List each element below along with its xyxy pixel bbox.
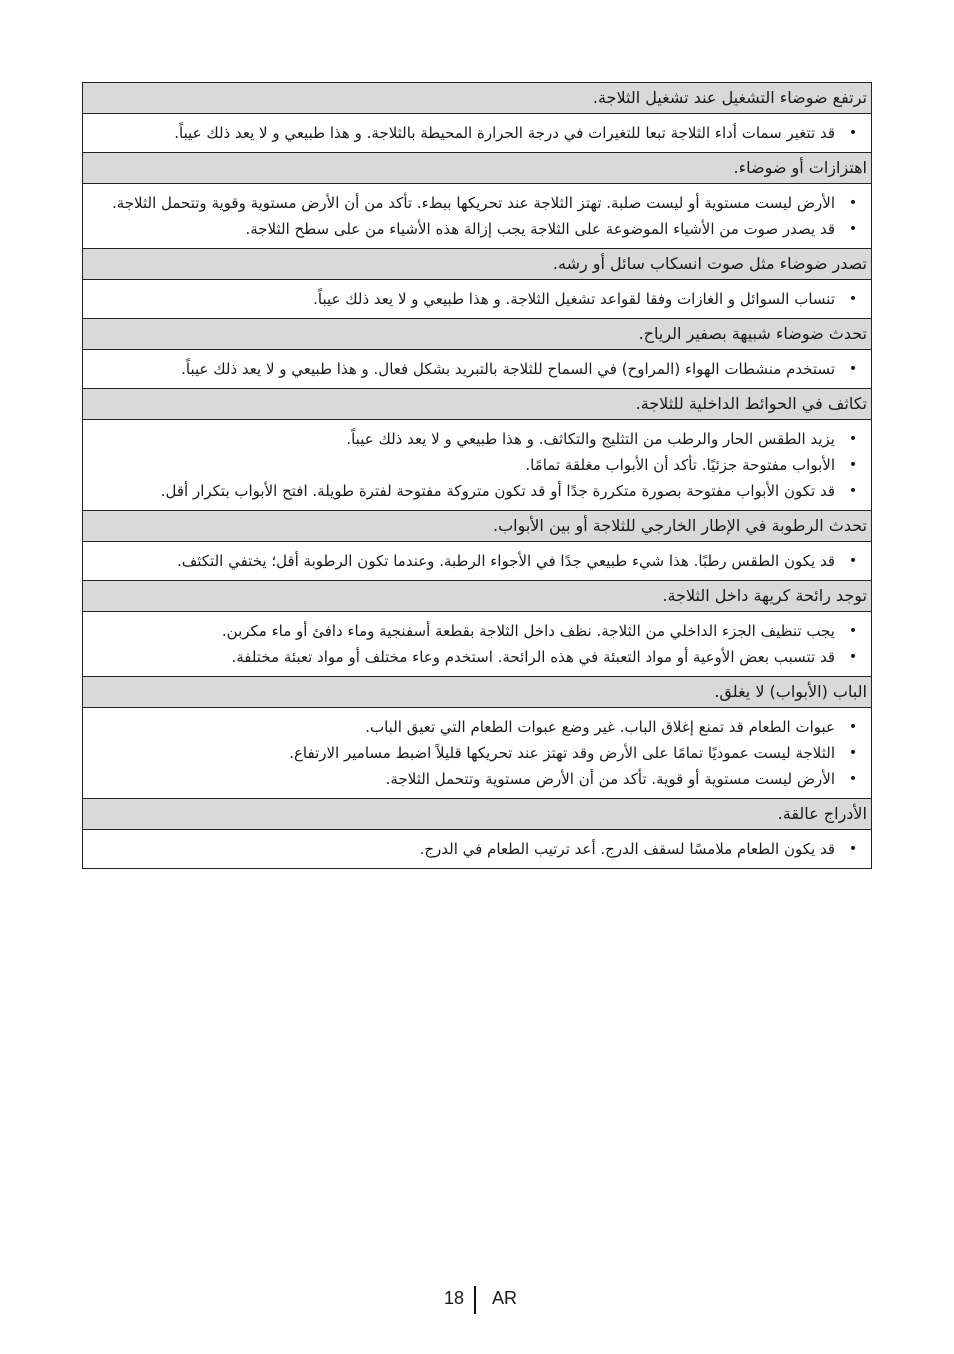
bullet-icon: •: [848, 431, 858, 447]
list-item: [83, 426, 871, 452]
bullet-icon: •: [848, 483, 858, 499]
bullet-icon: •: [848, 361, 858, 377]
list-item: [83, 120, 871, 146]
list-item-text: يجب تنظيف الجزء الداخلي من الثلاجة. نظف داخل الثلاجة بقطعة أسفنجية وماء دافئ أو ماء مكربن.: [221, 622, 835, 640]
list-item: [83, 216, 871, 242]
section-body: [83, 280, 871, 319]
list-item: [83, 478, 871, 504]
list-item-text: يزيد الطقس الحار والرطب من التثليج والتكاثف. و هذا طبيعي و لا يعد ذلك عيباً.: [346, 430, 835, 448]
list-item-text: قد تتسبب بعض الأوعية أو مواد التعبئة في هذه الرائحة. استخدم وعاء مختلف أو مواد تعبئة مختلفة.: [231, 648, 835, 666]
list-item-text: قد يصدر صوت من الأشياء الموضوعة على الثلاجة يجب إزالة هذه الأشياء من على سطح الثلاجة.: [245, 220, 835, 238]
list-item-text: قد تتغير سمات أداء الثلاجة تبعا للتغيرات في درجة الحرارة المحيطة بالثلاجة. و هذا طبيعي و لا يعد ذلك عيباً.: [174, 124, 835, 142]
list-item-text: تستخدم منشطات الهواء (المراوح) في السماح للثلاجة بالتبريد بشكل فعال. و هذا طبيعي و لا يعد ذلك عيباً.: [181, 360, 835, 378]
list-item: [83, 618, 871, 644]
section-body: [83, 830, 871, 869]
bullet-icon: •: [848, 771, 858, 787]
list-item: [83, 714, 871, 740]
section-heading: تكاثف في الحوائط الداخلية للثلاجة.: [83, 389, 871, 420]
list-item-text: الأرض ليست مستوية أو ليست صلبة. تهتز الثلاجة عند تحريكها ببطء. تأكد من أن الأرض مستوية وقوية وتتحمل الثلاجة.: [111, 194, 835, 212]
section-heading: توجد رائحة كريهة داخل الثلاجة.: [83, 581, 871, 612]
list-item-text: الأبواب مفتوحة جزئيًا. تأكد أن الأبواب مغلقة تمامًا.: [525, 456, 835, 474]
section-body: [83, 184, 871, 249]
list-item: [83, 766, 871, 792]
language-code: AR: [492, 1288, 518, 1308]
list-item: [83, 356, 871, 382]
bullet-icon: •: [848, 623, 858, 639]
list-item-text: عبوات الطعام قد تمنع إغلاق الباب. غير وضع عبوات الطعام التي تعيق الباب.: [365, 718, 835, 736]
bullet-icon: •: [848, 553, 858, 569]
section-heading: الباب (الأبواب) لا يغلق.: [83, 677, 871, 708]
bullet-icon: •: [848, 745, 858, 761]
list-item: [83, 740, 871, 766]
footer-divider: [474, 1286, 476, 1314]
section-body: [83, 420, 871, 511]
list-item-text: تنساب السوائل و الغازات وفقا لقواعد تشغيل الثلاجة. و هذا طبيعي و لا يعد ذلك عيباً.: [313, 290, 835, 308]
bullet-icon: •: [848, 719, 858, 735]
section-body: [83, 350, 871, 389]
bullet-icon: •: [848, 291, 858, 307]
list-item-text: قد يكون الطعام ملامسًا لسقف الدرج. أعد ترتيب الطعام في الدرج.: [419, 840, 835, 858]
bullet-icon: •: [848, 125, 858, 141]
list-item: [83, 644, 871, 670]
list-item: [83, 452, 871, 478]
troubleshooting-table: [82, 82, 872, 869]
section-heading: تحدث ضوضاء شبيهة بصفير الرياح.: [83, 319, 871, 350]
list-item: [83, 286, 871, 312]
page-footer: [0, 1286, 954, 1316]
section-heading: تحدث الرطوبة في الإطار الخارجي للثلاجة أو بين الأبواب.: [83, 511, 871, 542]
section-heading: ترتفع ضوضاء التشغيل عند تشغيل الثلاجة.: [83, 83, 871, 114]
section-heading: الأدراج عالقة.: [83, 799, 871, 830]
bullet-icon: •: [848, 457, 858, 473]
section-heading: تصدر ضوضاء مثل صوت انسكاب سائل أو رشه.: [83, 249, 871, 280]
list-item-text: قد يكون الطقس رطبًا. هذا شيء طبيعي جدًا في الأجواء الرطبة. وعندما تكون الرطوبة أقل؛ يختفي التكثف.: [176, 552, 835, 570]
list-item: [83, 548, 871, 574]
page-number: 18: [443, 1288, 464, 1308]
list-item: [83, 190, 871, 216]
list-item-text: الأرض ليست مستوية أو قوية. تأكد من أن الأرض مستوية وتتحمل الثلاجة.: [385, 770, 835, 788]
section-body: [83, 708, 871, 799]
bullet-icon: •: [848, 841, 858, 857]
section-body: [83, 114, 871, 153]
list-item-text: قد تكون الأبواب مفتوحة بصورة متكررة جدًا أو قد تكون متروكة مفتوحة لفترة طويلة. افتح الأبواب بتكرار أقل.: [160, 482, 835, 500]
list-item-text: الثلاجة ليست عموديًا تمامًا على الأرض وقد تهتز عند تحريكها قليلاً اضبط مسامير الارتفاع.: [289, 744, 835, 762]
section-body: [83, 612, 871, 677]
bullet-icon: •: [848, 649, 858, 665]
section-body: [83, 542, 871, 581]
section-heading: اهتزازات أو ضوضاء.: [83, 153, 871, 184]
bullet-icon: •: [848, 195, 858, 211]
list-item: [83, 836, 871, 862]
bullet-icon: •: [848, 221, 858, 237]
